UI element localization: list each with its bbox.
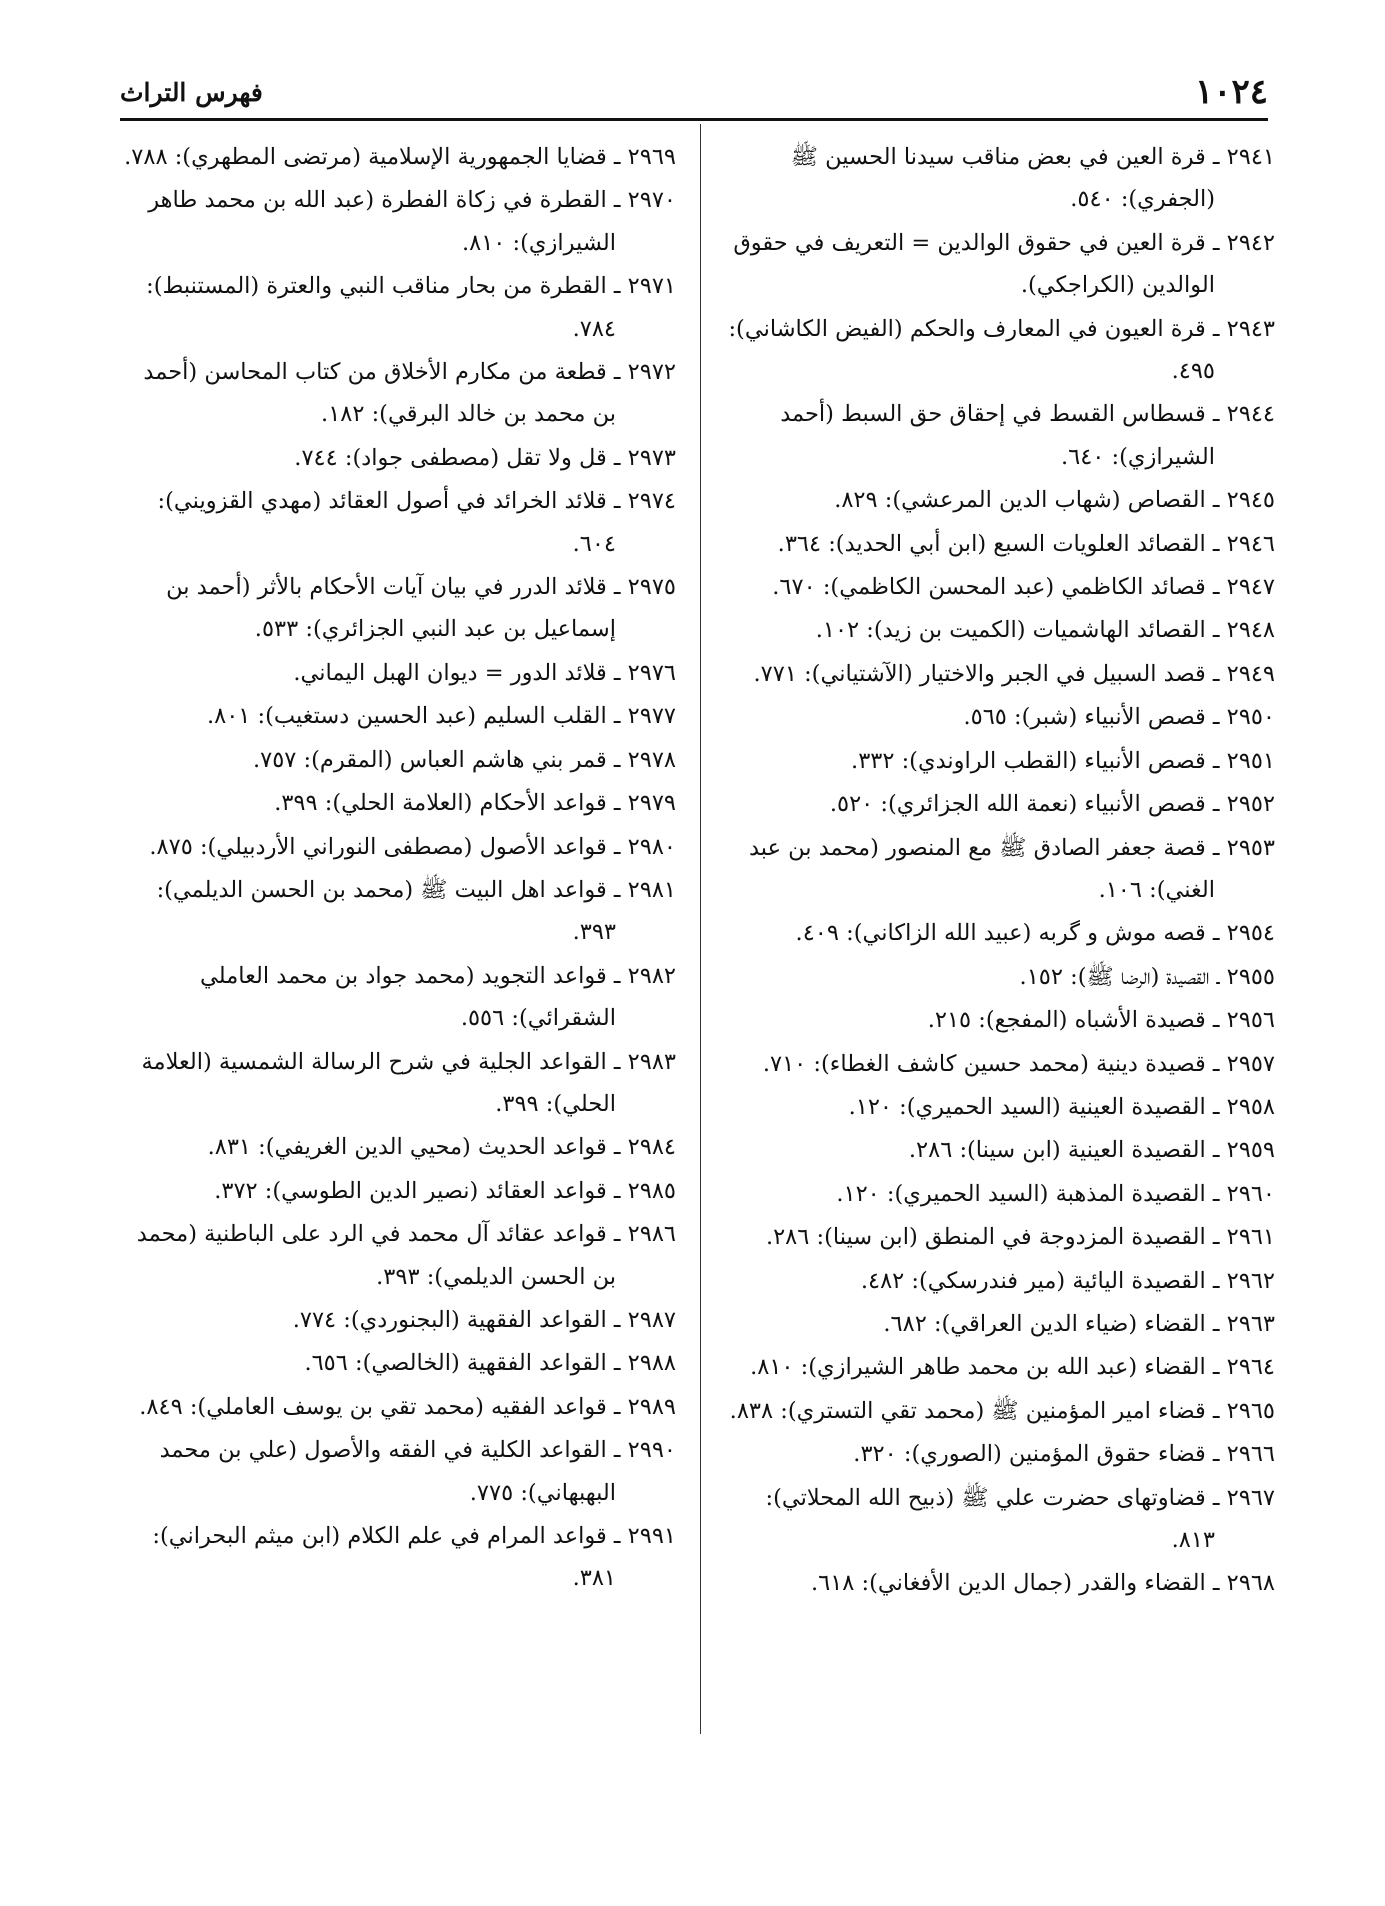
index-entry — [719, 1086, 1275, 1128]
index-entry-text: ٢٩٨٥ ـ قواعد العقائد (نصير الدين الطوسي): ٣٧٢. — [214, 1177, 676, 1204]
index-entry — [719, 308, 1275, 393]
index-entry — [120, 437, 676, 479]
index-entry — [719, 1303, 1275, 1345]
index-entry-text: ٢٩٦٠ ـ القصيدة المذهبة (السيد الحميري): ١٢٠. — [836, 1180, 1275, 1207]
header-rule — [120, 118, 1268, 121]
index-entry-text: ٢٩٦١ ـ القصيدة المزدوجة في المنطق (ابن سينا): ٢٨٦. — [765, 1224, 1275, 1251]
index-entry-text: ٢٩٤٧ ـ قصائد الكاظمي (عبد المحسن الكاظمي): ٦٧٠. — [772, 574, 1275, 601]
index-entry-text: ٢٩٧٥ ـ قلائد الدرر في بيان آيات الأحكام بالأثر (أحمد بن إسماعيل بن عبد النبي الجزائري): ٥٣٣. — [166, 574, 676, 643]
index-entry — [719, 1477, 1275, 1562]
index-entry-text: ٢٩٨٩ ـ قواعد الفقيه (محمد تقي بن يوسف العاملي): ٨٤٩. — [139, 1393, 676, 1420]
index-entry-text: ٢٩٤٣ ـ قرة العيون في المعارف والحكم (الفيض الكاشاني): ٤٩٥. — [728, 315, 1275, 385]
index-entry-text: ٢٩٦٤ ـ القضاء (عبد الله بن محمد طاهر الشيرازي): ٨١٠. — [750, 1354, 1275, 1381]
index-entry — [719, 393, 1275, 478]
index-entry-text: ٢٩٧١ ـ القطرة من بحار مناقب النبي والعترة (المستنبط): ٧٨٤. — [146, 273, 676, 342]
index-entry — [719, 1260, 1275, 1302]
page-header — [120, 72, 1268, 112]
index-entry-text: ٢٩٧٤ ـ قلائد الخرائد في أصول العقائد (مهدي القزويني): ٦٠٤. — [157, 488, 676, 557]
index-entry — [719, 1129, 1275, 1171]
page-number: ١٠٢٤ — [1194, 72, 1268, 112]
index-entry — [120, 869, 676, 954]
index-entry — [719, 1346, 1275, 1388]
index-entry-text: ٢٩٥٢ ـ قصص الأنبياء (نعمة الله الجزائري): ٥٢٠. — [829, 791, 1275, 818]
index-entry-text: ٢٩٥٤ ـ قصه موش و گربه (عبيد الله الزاكاني): ٤٠٩. — [795, 920, 1275, 947]
index-entry — [719, 1216, 1275, 1258]
index-entry-text: ٢٩٧٩ ـ قواعد الأحكام (العلامة الحلي): ٣٩٩. — [274, 790, 676, 817]
index-entry-text: ٢٩٥٦ ـ قصيدة الأشباه (المفجع): ٢١٥. — [927, 1007, 1275, 1034]
index-entry-text: ٢٩٧٦ ـ قلائد الدور = ديوان الهبل اليماني. — [293, 659, 676, 686]
index-entry — [719, 956, 1275, 998]
index-entry — [120, 1170, 676, 1212]
index-entry-text: ٢٩٦٣ ـ القضاء (ضياء الدين العراقي): ٦٨٢. — [883, 1310, 1275, 1337]
index-entry-text: ٢٩٥٧ ـ قصيدة دينية (محمد حسين كاشف الغطاء): ٧١٠. — [762, 1050, 1275, 1077]
index-entry-text: ٢٩٥٨ ـ القصيدة العينية (السيد الحميري): ١٢٠. — [848, 1093, 1275, 1120]
index-entry-text: ٢٩٤٤ ـ قسطاس القسط في إحقاق حق السبط (أحمد الشيرازي): ٦٤٠. — [780, 401, 1275, 470]
index-entry-text: ٢٩٩٠ ـ القواعد الكلية في الفقه والأصول (علي بن محمد البهبهاني): ٧٧٥. — [159, 1437, 676, 1506]
index-entry — [719, 479, 1275, 521]
index-entry-text: ٢٩٧٧ ـ القلب السليم (عبد الحسين دستغيب): ٨٠١. — [206, 703, 676, 730]
index-entry — [120, 1126, 676, 1168]
index-entry — [719, 1043, 1275, 1085]
index-entry-text: ٢٩٨٤ ـ قواعد الحديث (محيي الدين الغريفي): ٨٣١. — [207, 1134, 676, 1161]
index-entry-text: ٢٩٨١ ـ قواعد اهل البيت ﷺ (محمد بن الحسن الديلمي): ٣٩٣. — [156, 876, 676, 946]
index-entry — [120, 265, 676, 350]
index-entry — [120, 1041, 676, 1126]
index-entry-text: ٢٩٨٧ ـ القواعد الفقهية (البجنوردي): ٧٧٤. — [292, 1306, 676, 1333]
index-entry-text: ٢٩٦٩ ـ قضايا الجمهورية الإسلامية (مرتضى المطهري): ٧٨٨. — [124, 144, 676, 170]
index-entry-text: ٢٩٦٢ ـ القصيدة اليائية (مير فندرسكي): ٤٨٢. — [860, 1267, 1275, 1294]
index-entry-text: ٢٩٧٨ ـ قمر بني هاشم العباس (المقرم): ٧٥٧. — [252, 746, 676, 773]
index-entry-text: ٢٩٦٨ ـ القضاء والقدر (جمال الدين الأفغاني): ٦١٨. — [810, 1570, 1275, 1597]
index-entry — [120, 480, 676, 565]
index-entry-text: ٢٩٨٠ ـ قواعد الأصول (مصطفى النوراني الأردبيلي): ٨٧٥. — [149, 833, 676, 860]
index-entry — [719, 566, 1275, 608]
index-entry — [120, 739, 676, 781]
index-column-left — [120, 136, 676, 1601]
index-entry — [719, 783, 1275, 825]
index-entry — [719, 523, 1275, 565]
index-entry — [120, 566, 676, 651]
index-entry — [719, 1390, 1275, 1432]
index-entry — [719, 1562, 1275, 1604]
index-entry-text: ٢٩٥٩ ـ القصيدة العينية (ابن سينا): ٢٨٦. — [908, 1137, 1275, 1164]
index-entry — [120, 695, 676, 737]
index-entry-text: ٢٩٧٣ ـ قل ولا تقل (مصطفى جواد): ٧٤٤. — [294, 444, 676, 471]
index-entry — [120, 1429, 676, 1514]
index-entry-text: ٢٩٨٨ ـ القواعد الفقهية (الخالصي): ٦٥٦. — [304, 1350, 676, 1377]
index-entry — [120, 1386, 676, 1428]
index-entry — [120, 1299, 676, 1341]
index-entry — [719, 136, 1275, 221]
index-entry-text: ٢٩٦٦ ـ قضاء حقوق المؤمنين (الصوري): ٣٢٠. — [853, 1441, 1275, 1468]
index-entry — [719, 1433, 1275, 1475]
index-entry — [120, 652, 676, 694]
index-entry — [719, 740, 1275, 782]
index-entry-text: ٢٩٤٦ ـ القصائد العلويات السبع (ابن أبي الحديد): ٣٦٤. — [777, 530, 1275, 557]
index-entry — [719, 696, 1275, 738]
index-entry-text: ٢٩٥٥ ـ القصيدة (الرضا ﷺ): ١٥٢. — [1019, 963, 1275, 990]
index-entry — [719, 827, 1275, 912]
index-entry — [120, 179, 676, 264]
index-entry-text: ٢٩٦٧ ـ قضاوتهاى حضرت علي ﷺ (ذبيح الله المحلاتي): ٨١٣. — [765, 1484, 1275, 1553]
index-entry-text: ٢٩٤٩ ـ قصد السبيل في الجبر والاختيار (الآشتياني): ٧٧١. — [753, 660, 1275, 687]
index-entry — [120, 136, 676, 178]
index-entry — [120, 1213, 676, 1298]
index-entry — [719, 653, 1275, 695]
index-entry — [120, 351, 676, 436]
index-entry — [719, 1173, 1275, 1215]
column-divider — [700, 124, 701, 1734]
index-entry-text: ٢٩٥٠ ـ قصص الأنبياء (شبر): ٥٦٥. — [963, 704, 1275, 731]
running-title: فهرس التراث — [120, 78, 263, 107]
index-entry — [719, 222, 1275, 307]
index-entry — [120, 1515, 676, 1600]
index-entry-text: ٢٩٥١ ـ قصص الأنبياء (القطب الراوندي): ٣٣٢. — [851, 747, 1275, 774]
index-entry — [120, 955, 676, 1040]
index-entry-text: ٢٩٨٣ ـ القواعد الجلية في شرح الرسالة الشمسية (العلامة الحلي): ٣٩٩. — [141, 1048, 676, 1117]
index-entry-text: ٢٩٤٨ ـ القصائد الهاشميات (الكميت بن زيد): ١٠٢. — [815, 617, 1275, 644]
index-entry-text: ٢٩٥٣ ـ قصة جعفر الصادق ﷺ مع المنصور (محمد بن عبد الغني): ١٠٦. — [749, 834, 1275, 903]
index-entry-text: ٢٩٧٢ ـ قطعة من مكارم الأخلاق من كتاب المحاسن (أحمد بن محمد بن خالد البرقي): ١٨٢. — [143, 359, 676, 428]
index-entry — [120, 1342, 676, 1384]
index-entry-text: ٢٩٨٢ ـ قواعد التجويد (محمد جواد بن محمد العاملي الشقرائي): ٥٥٦. — [200, 962, 676, 1032]
index-entry-text: ٢٩٦٥ ـ قضاء امير المؤمنين ﷺ (محمد تقي التستري): ٨٣٨. — [729, 1397, 1275, 1424]
index-entry — [719, 609, 1275, 651]
index-entry-text: ٢٩٤٢ ـ قرة العين في حقوق الوالدين = التعريف في حقوق الوالدين (الكراجكي). — [733, 229, 1275, 299]
index-entry-text: ٢٩٤١ ـ قرة العين في بعض مناقب سيدنا الحسين ﷺ (الجفري): ٥٤٠. — [790, 144, 1275, 213]
index-entry-text: ٢٩٩١ ـ قواعد المرام في علم الكلام (ابن ميثم البحراني): ٣٨١. — [152, 1523, 676, 1592]
index-entry-text: ٢٩٤٥ ـ القصاص (شهاب الدين المرعشي): ٨٢٩. — [834, 487, 1275, 514]
index-entry-text: ٢٩٨٦ ـ قواعد عقائد آل محمد في الرد على الباطنية (محمد بن الحسن الديلمي): ٣٩٣. — [136, 1221, 676, 1290]
index-entry — [719, 999, 1275, 1041]
index-entry-text: ٢٩٧٠ ـ القطرة في زكاة الفطرة (عبد الله بن محمد طاهر الشيرازي): ٨١٠. — [148, 187, 676, 256]
index-entry — [719, 912, 1275, 954]
index-column-right — [719, 136, 1275, 1606]
index-entry — [120, 782, 676, 824]
index-entry — [120, 826, 676, 868]
